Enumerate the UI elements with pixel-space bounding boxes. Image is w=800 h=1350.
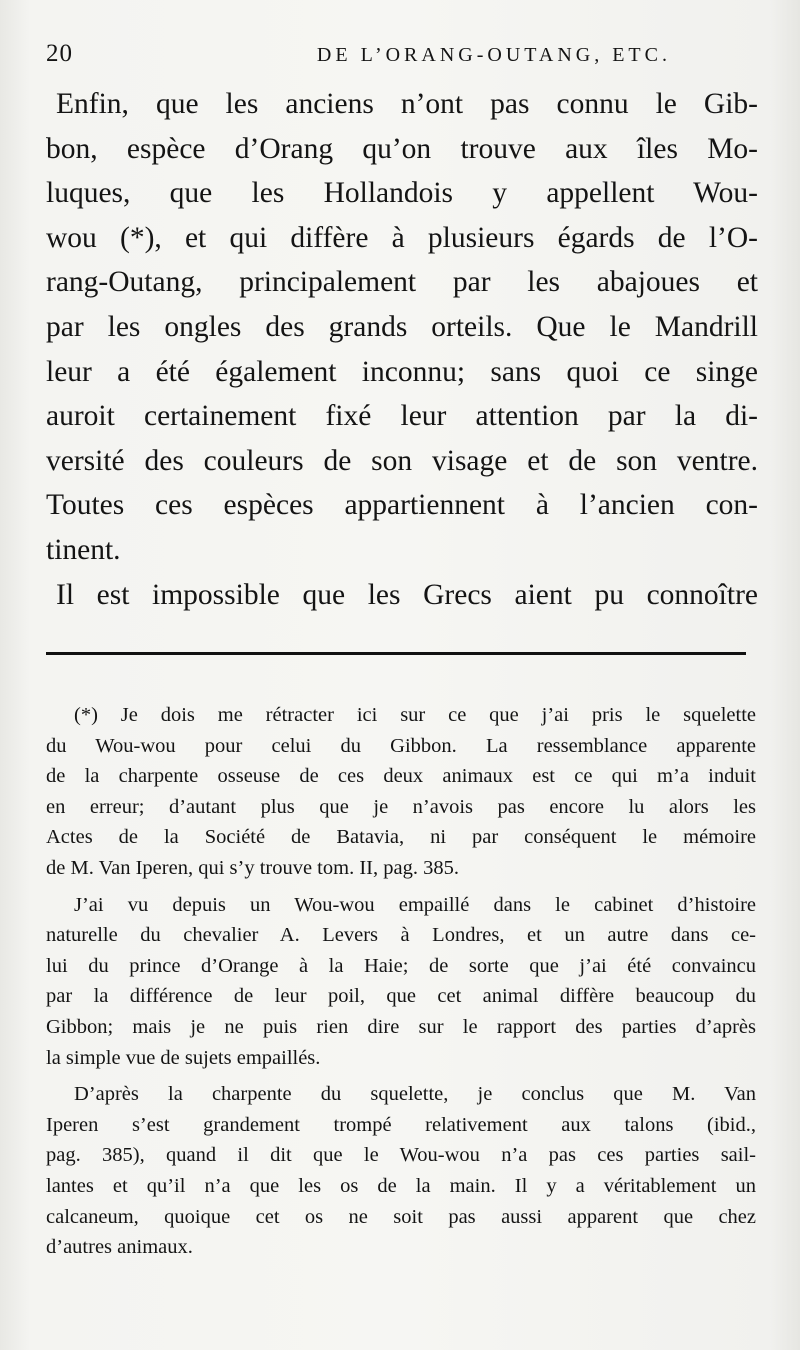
footnote-line: de la charpente osseuse de ces deux animaux est ce qui m’a induit	[46, 765, 756, 788]
footnote-line: d’autres animaux.	[46, 1236, 193, 1259]
text-line: tinent.	[46, 533, 121, 566]
footnote-line: du Wou-wou pour celui du Gibbon. La ressemblance apparente	[46, 734, 756, 757]
footnote-line: Iperen s’est grandement trompé relativement aux talons (ibid.,	[46, 1113, 756, 1136]
text-line: leur a été également inconnu; sans quoi ce singe	[46, 355, 758, 388]
running-head: DE L’ORANG-OUTANG, ETC.	[316, 44, 671, 66]
footnote-line: J’ai vu depuis un Wou-wou empaillé dans le cabinet d’histoire	[74, 893, 756, 916]
footnote-line: pag. 385), quand il dit que le Wou-wou n’a pas ces parties sail-	[46, 1144, 756, 1167]
footnote-line: par la différence de leur poil, que cet animal diffère beaucoup du	[46, 985, 756, 1008]
text-line: bon, espèce d’Orang qu’on trouve aux îles Mo-	[46, 132, 758, 165]
text-line: versité des couleurs de son visage et de son ventre.	[46, 444, 758, 477]
text-line: luques, que les Hollandois y appellent Wou-	[46, 177, 758, 210]
footnote-line: en erreur; d’autant plus que je n’avois pas encore lu alors les	[46, 795, 756, 818]
footnote-line: lui du prince d’Orange à la Haie; de sorte que j’ai été convaincu	[46, 954, 756, 977]
text-line: par les ongles des grands orteils. Que le Mandrill	[46, 310, 758, 343]
footnote-line: la simple vue de sujets empaillés.	[46, 1046, 321, 1069]
page-header	[46, 40, 671, 68]
text-line: Enfin, que les anciens n’ont pas connu le Gib-	[56, 88, 758, 120]
footnote-line: Actes de la Société de Batavia, ni par conséquent le mémoire	[46, 826, 756, 849]
footnote-line: Gibbon; mais je ne puis rien dire sur le rapport des parties d’après	[46, 1015, 756, 1038]
text-line: rang-Outang, principalement par les abajoues et	[46, 266, 758, 299]
footnote-line: de M. Van Iperen, qui s’y trouve tom. II, pag. 385.	[46, 856, 459, 879]
text-line: Il est impossible que les Grecs aient pu connoître	[56, 578, 758, 611]
footnote-line: calcaneum, quoique cet os ne soit pas aussi apparent que chez	[46, 1205, 756, 1228]
text-line: wou (*), et qui diffère à plusieurs égards de l’O-	[46, 221, 758, 254]
footnote-rule	[46, 652, 746, 655]
footnote-line: lantes et qu’il n’a que les os de la main. Il y a véritablement un	[46, 1174, 756, 1197]
main-text	[46, 82, 758, 617]
footnote-line: D’après la charpente du squelette, je conclus que M. Van	[74, 1083, 756, 1106]
text-line: auroit certainement fixé leur attention par la di-	[46, 400, 758, 433]
page-number: 20	[46, 40, 73, 67]
footnotes	[46, 700, 756, 1263]
footnote-line: naturelle du chevalier A. Levers à Londres, et un autre dans ce-	[46, 924, 756, 947]
text-line: Toutes ces espèces appartiennent à l’ancien con-	[46, 489, 758, 522]
footnote-line: (*) Je dois me rétracter ici sur ce que j’ai pris le squelette	[74, 704, 756, 726]
